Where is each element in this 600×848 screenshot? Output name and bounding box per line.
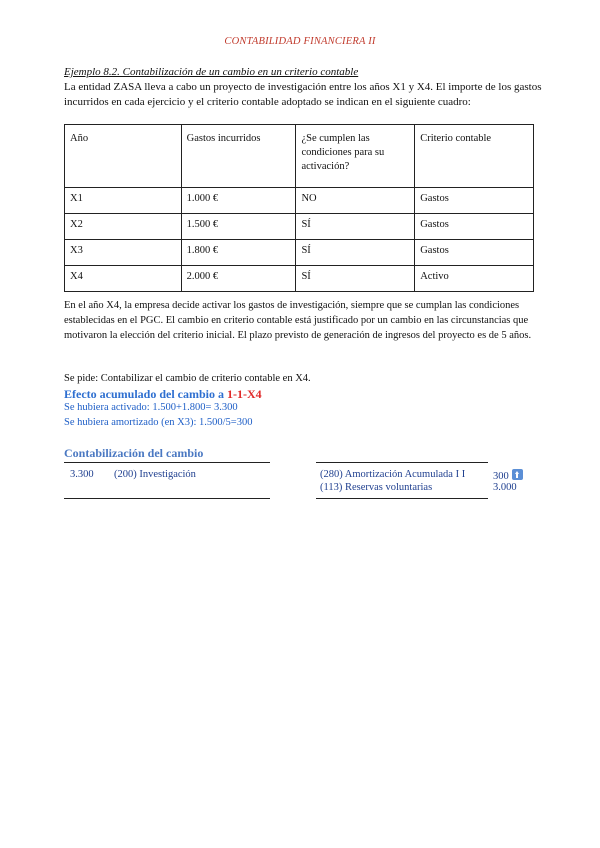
journal-rule-top-left xyxy=(64,462,270,463)
cell-criterion: Gastos xyxy=(415,188,534,214)
table-row xyxy=(65,266,534,292)
table-header-row xyxy=(65,125,534,188)
credit-amount: 3.000 xyxy=(493,482,517,493)
table-row xyxy=(65,188,534,214)
cell-conditions: SÍ xyxy=(296,240,415,266)
journal-rule-bottom-right xyxy=(316,498,488,499)
cell-criterion: Activo xyxy=(415,266,534,292)
task-statement: Se pide: Contabilizar el cambio de criterio contable en X4. xyxy=(64,373,311,384)
journal-rule-bottom-left xyxy=(64,498,270,499)
cell-conditions: NO xyxy=(296,188,415,214)
cell-expenses: 2.000 € xyxy=(181,266,296,292)
example-title: Ejemplo 8.2. Contabilización de un cambio en un criterio contable xyxy=(64,66,359,78)
activated-amount-line: Se hubiera activado: 1.500+1.800= 3.300 xyxy=(64,402,238,413)
header-conditions: ¿Se cumplen las condiciones para su activación? xyxy=(296,125,415,188)
credit-amount-row xyxy=(493,469,523,482)
table-row xyxy=(65,214,534,240)
cell-expenses: 1.000 € xyxy=(181,188,296,214)
header-criterion: Criterio contable xyxy=(415,125,534,188)
up-arrow-icon xyxy=(512,469,523,480)
credit-account: (113) Reservas voluntarias xyxy=(320,482,433,493)
cell-criterion: Gastos xyxy=(415,240,534,266)
example-intro: La entidad ZASA lleva a cabo un proyecto de investigación entre los años X1 y X4. El importe de los gastos incurridos en cada ejercicio y el criterio contable adoptado se indican en el siguiente cuadro: xyxy=(64,81,542,108)
cell-year: X4 xyxy=(65,266,182,292)
context-paragraph: En el año X4, la empresa decide activar los gastos de investigación, siempre que se cumplan las condiciones establecidas en el PGC. El cambio en criterio contable está justificado por un cambio en las circunstancias que motivaron la elección del criterio inicial. El plazo previsto de generación de ingresos del proyecto es de 5 años. xyxy=(64,300,532,341)
expenses-table xyxy=(64,124,534,292)
cell-conditions: SÍ xyxy=(296,266,415,292)
cumulative-effect-heading xyxy=(64,387,262,402)
table-row xyxy=(65,240,534,266)
credit-account: (280) Amortización Acumulada I I xyxy=(320,469,466,480)
cell-criterion: Gastos xyxy=(415,214,534,240)
amortized-amount-line: Se hubiera amortizado (en X3): 1.500/5=300 xyxy=(64,417,253,428)
header-expenses: Gastos incurridos xyxy=(181,125,296,188)
debit-amount: 3.300 xyxy=(70,469,94,480)
credit-amount: 300 xyxy=(493,471,509,482)
header-year: Año xyxy=(65,125,182,188)
journal-rule-top-right xyxy=(316,462,488,463)
page-header: CONTABILIDAD FINANCIERA II xyxy=(224,36,376,47)
cell-year: X2 xyxy=(65,214,182,240)
cell-expenses: 1.500 € xyxy=(181,214,296,240)
cell-expenses: 1.800 € xyxy=(181,240,296,266)
cumulative-effect-label: Efecto acumulado del cambio a xyxy=(64,387,227,401)
cumulative-effect-date: 1-1-X4 xyxy=(227,387,262,401)
cell-conditions: SÍ xyxy=(296,214,415,240)
cell-year: X1 xyxy=(65,188,182,214)
cell-year: X3 xyxy=(65,240,182,266)
journal-entry-title: Contabilización del cambio xyxy=(64,446,204,460)
debit-account: (200) Investigación xyxy=(114,469,196,480)
